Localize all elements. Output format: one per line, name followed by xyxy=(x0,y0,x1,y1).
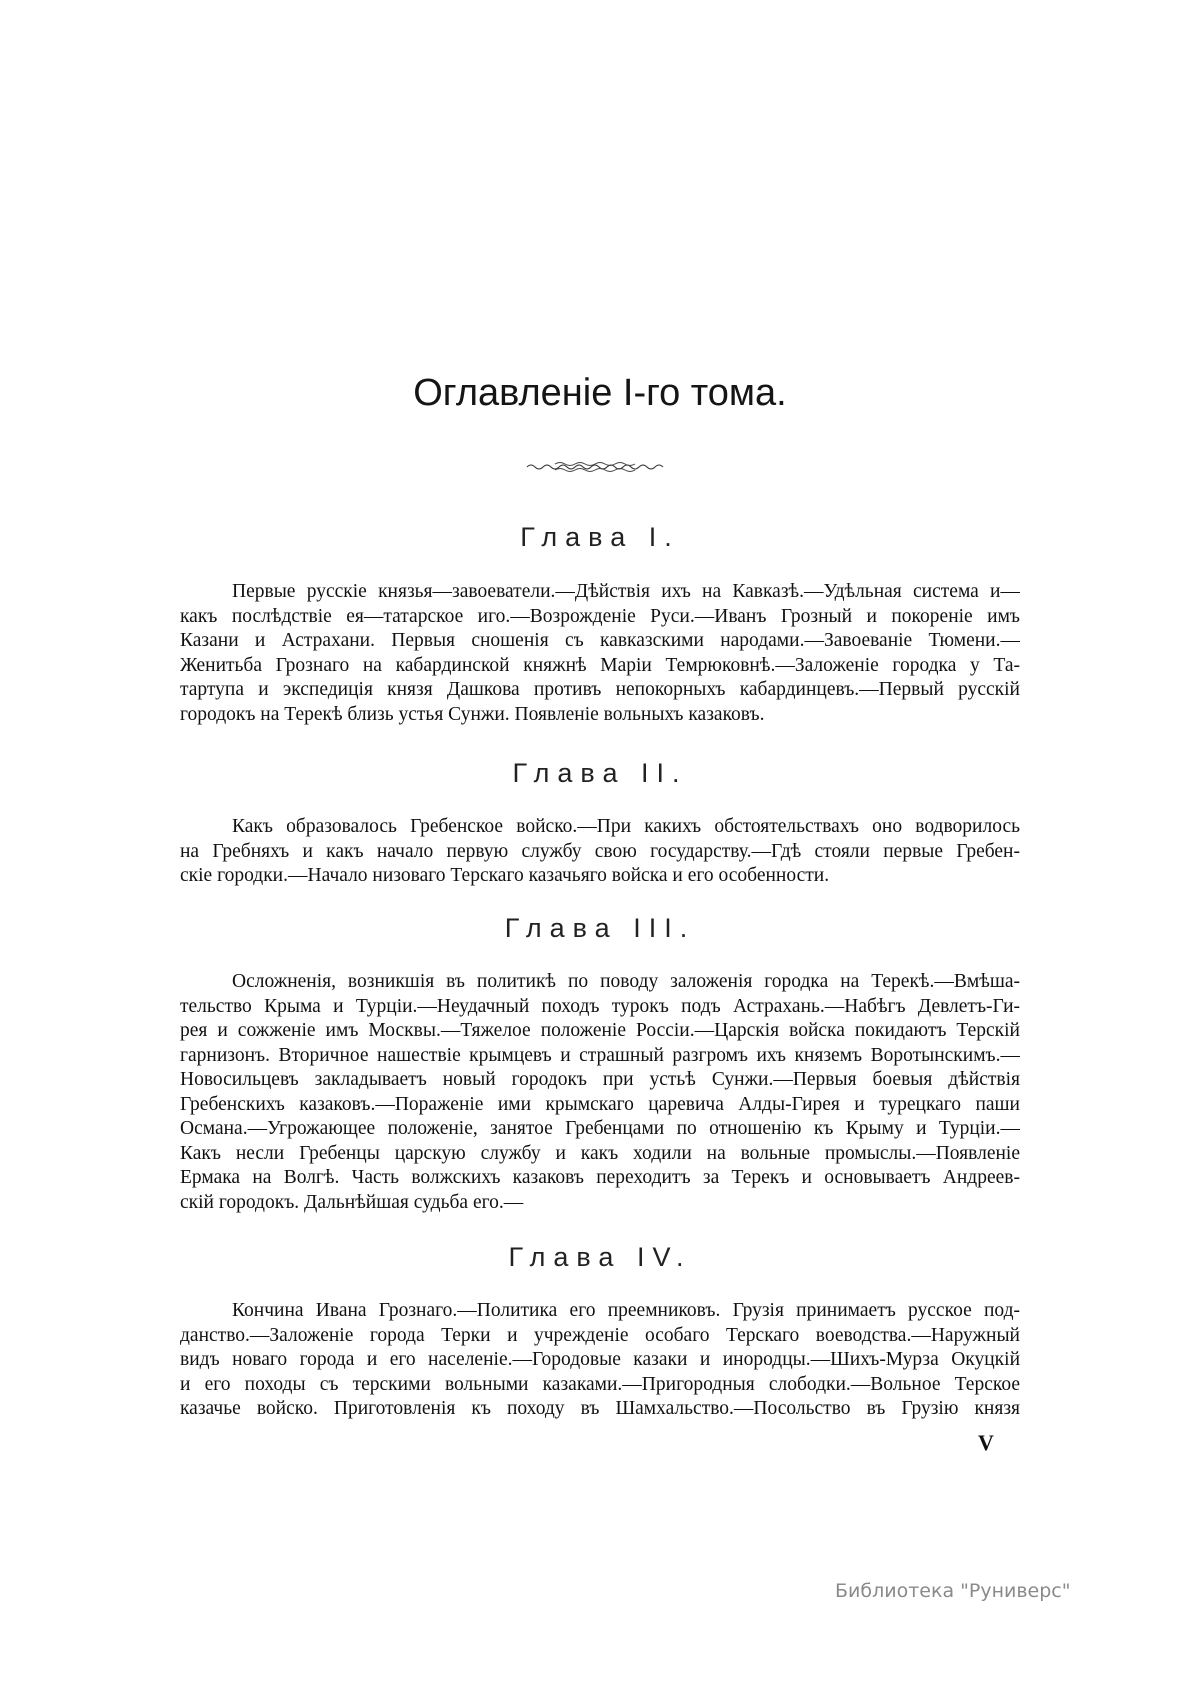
ornament-divider xyxy=(525,458,675,474)
chapter-2-summary xyxy=(180,815,1020,889)
page-title: Оглавленіе I-го тома. xyxy=(413,372,787,414)
text-line: скій городокъ. Дальнѣйшая судьба его.— xyxy=(180,1191,524,1213)
text-line: и его походы съ терскими вольными казаками.—Пригородныя слободки.—Вольное Терское xyxy=(180,1373,1020,1395)
chapter-3-summary xyxy=(180,970,1020,1215)
text-line: видъ новаго города и его населеніе.—Городовые казаки и инородцы.—Шихъ-Мурза Окуцкій xyxy=(180,1349,1020,1370)
chapter-heading-4: Глава IV. xyxy=(508,1242,692,1272)
text-line: Какъ образовалось Гребенское войско.—При какихъ обстоятельствахъ оно водворилось xyxy=(232,816,1020,837)
text-line: казачье войско. Приготовленія къ походу въ Шамхальство.—Посольство въ Грузію князя xyxy=(180,1398,1020,1419)
text-line: Осложненія, возникшія въ политикѣ по поводу заложенія городка на Терекѣ.—Вмѣша- xyxy=(232,971,1020,992)
library-watermark: Библиотека "Руниверс" xyxy=(835,1580,1071,1602)
text-line: Кончина Ивана Грознаго.—Политика его преемниковъ. Грузія принимаетъ русское под- xyxy=(232,1300,1020,1321)
text-line: Османа.—Угрожающее положеніе, занятое Гребенцами по отношенію къ Крыму и Турціи.— xyxy=(180,1118,1020,1139)
text-line: какъ послѣдствіе ея—татарское иго.—Возрожденіе Руси.—Иванъ Грозный и покореніе имъ xyxy=(180,605,1020,627)
chapter-1-summary xyxy=(180,580,1020,727)
text-line: Какъ несли Гребенцы царскую службу и какъ ходили на вольные промыслы.—Появленіе xyxy=(180,1142,1020,1164)
text-line: Новосильцевъ закладываетъ новый городокъ при устьѣ Сунжи.—Первыя боевыя дѣйствія xyxy=(180,1069,1020,1090)
text-line: тельство Крыма и Турціи.—Неудачный походъ турокъ подъ Астрахань.—Набѣгъ Девлетъ-Ги- xyxy=(180,995,1020,1017)
chapter-4-summary xyxy=(180,1299,1020,1422)
text-line: данство.—Заложеніе города Терки и учрежденіе особаго Терскаго воеводства.—Наружный xyxy=(180,1324,1020,1346)
text-line: Казани и Астрахани. Первыя сношенія съ кавказскими народами.—Завоеваніе Тюмени.— xyxy=(180,630,1020,651)
text-line: скіе городки.—Начало низоваго Терскаго казачьяго войска и его особенности. xyxy=(180,865,830,886)
text-line: гарнизонъ. Вторичное нашествіе крымцевъ и страшный разгромъ ихъ княземъ Воротынскимъ.— xyxy=(180,1044,1020,1066)
text-line: на Гребняхъ и какъ начало первую службу свою государству.—Гдѣ стояли первые Гребен- xyxy=(180,840,1020,862)
text-line: Гребенскихъ казаковъ.—Пораженіе ими крымскаго царевича Алды-Гирея и турецкаго паши xyxy=(180,1093,1020,1115)
chapter-heading-1: Глава I. xyxy=(520,522,680,552)
text-line: рея и сожженіе имъ Москвы.—Тяжелое положеніе Россіи.—Царскія войска покидаютъ Терскій xyxy=(180,1020,1020,1041)
page-number: V xyxy=(978,1430,994,1455)
chapter-heading-3: Глава III. xyxy=(504,913,696,943)
text-line: Женитьба Грознаго на кабардинской княжнѣ Маріи Темрюковнѣ.—Заложеніе городка у Та- xyxy=(180,654,1020,676)
text-line: тартупа и экспедиція князя Дашкова противъ непокорныхъ кабардинцевъ.—Первый русскій xyxy=(180,679,1020,700)
text-line: Первые русскіе князья—завоеватели.—Дѣйствія ихъ на Кавказѣ.—Удѣльная система и— xyxy=(232,581,1020,602)
text-line: Ермака на Волгѣ. Часть волжскихъ казаковъ переходитъ за Терекъ и основываетъ Андреев- xyxy=(180,1167,1020,1188)
chapter-heading-2: Глава II. xyxy=(512,758,688,788)
text-line: городокъ на Терекѣ близь устья Сунжи. Появленіе вольныхъ казаковъ. xyxy=(180,703,765,725)
